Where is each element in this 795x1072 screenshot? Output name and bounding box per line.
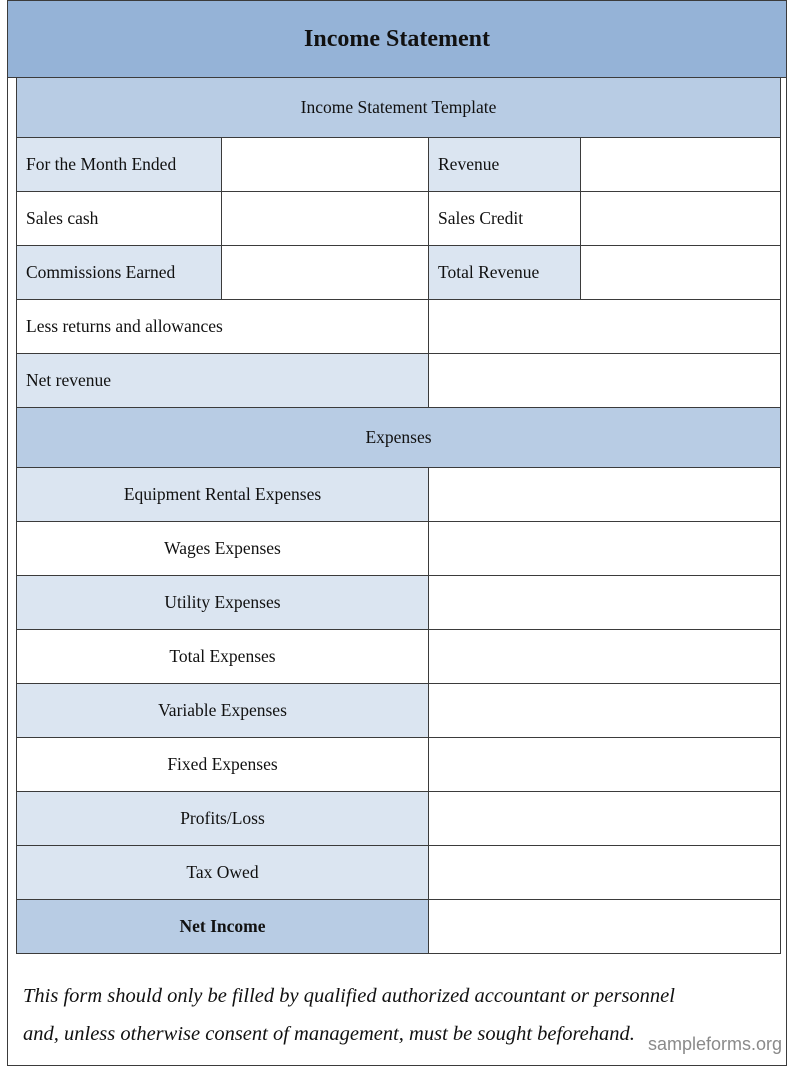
page-title: Income Statement <box>8 1 786 78</box>
returns-label: Less returns and allowances <box>17 300 429 354</box>
expense-label: Fixed Expenses <box>17 738 429 792</box>
net-income-label: Net Income <box>17 900 429 954</box>
expense-label: Wages Expenses <box>17 522 429 576</box>
commissions-field[interactable] <box>222 246 429 300</box>
note-line: This form should only be filled by qualified authorized accountant or personnel <box>23 985 675 1007</box>
expense-label: Profits/Loss <box>17 792 429 846</box>
expense-field[interactable] <box>429 684 781 738</box>
expense-field[interactable] <box>429 630 781 684</box>
total-revenue-label: Total Revenue <box>429 246 581 300</box>
total-revenue-field[interactable] <box>581 246 781 300</box>
expenses-heading: Expenses <box>17 408 781 468</box>
net-revenue-field[interactable] <box>429 354 781 408</box>
net-revenue-label: Net revenue <box>17 354 429 408</box>
revenue-label: Revenue <box>429 138 581 192</box>
expense-label: Variable Expenses <box>17 684 429 738</box>
commissions-label: Commissions Earned <box>17 246 222 300</box>
month-ended-field[interactable] <box>222 138 429 192</box>
expense-label: Utility Expenses <box>17 576 429 630</box>
form-frame <box>7 0 787 1066</box>
expense-field[interactable] <box>429 468 781 522</box>
sales-cash-label: Sales cash <box>17 192 222 246</box>
expense-label: Total Expenses <box>17 630 429 684</box>
template-heading: Income Statement Template <box>17 78 781 138</box>
sales-credit-label: Sales Credit <box>429 192 581 246</box>
expense-field[interactable] <box>429 846 781 900</box>
expense-field[interactable] <box>429 576 781 630</box>
returns-field[interactable] <box>429 300 781 354</box>
revenue-field[interactable] <box>581 138 781 192</box>
sales-cash-field[interactable] <box>222 192 429 246</box>
watermark: sampleforms.org <box>644 1034 782 1055</box>
month-ended-label: For the Month Ended <box>17 138 222 192</box>
income-statement-table <box>16 77 781 954</box>
expense-field[interactable] <box>429 738 781 792</box>
expense-label: Tax Owed <box>17 846 429 900</box>
sales-credit-field[interactable] <box>581 192 781 246</box>
expense-field[interactable] <box>429 792 781 846</box>
expense-field[interactable] <box>429 522 781 576</box>
note-line: and, unless otherwise consent of management, must be sought beforehand. <box>23 1023 635 1045</box>
expense-label: Equipment Rental Expenses <box>17 468 429 522</box>
net-income-field[interactable] <box>429 900 781 954</box>
